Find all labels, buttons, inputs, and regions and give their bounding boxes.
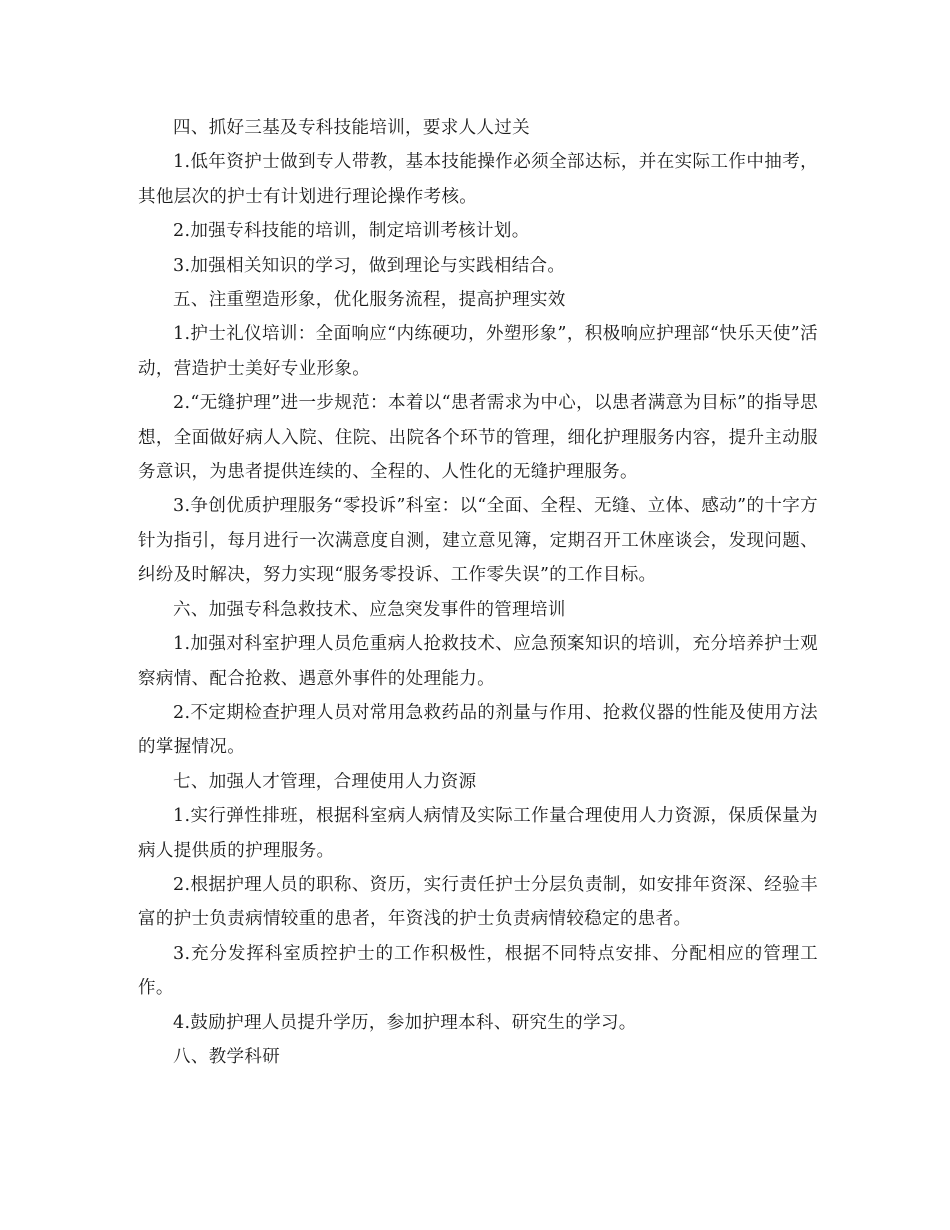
- document-body: [138, 111, 818, 1074]
- paragraph: 3.争创优质护理服务“零投诉”科室：以“全面、全程、无缝、立体、感动”的十字方针为指引，每月进行一次满意度自测，建立意见簿，定期召开工休座谈会，发现问题、纠纷及时解决，努力实现“服务零投诉、工作零失误”的工作目标。: [138, 496, 818, 586]
- section-heading-5: 五、注重塑造形象，优化服务流程，提高护理实效: [173, 290, 566, 311]
- paragraph: 3.充分发挥科室质控护士的工作积极性，根据不同特点安排、分配相应的管理工作。: [138, 943, 818, 999]
- paragraph: 2.“无缝护理”进一步规范：本着以“患者需求为中心，以患者满意为目标”的指导思想，全面做好病人入院、住院、出院各个环节的管理，细化护理服务内容，提升主动服务意识，为患者提供连续的、全程的、人性化的无缝护理服务。: [138, 393, 818, 483]
- section-heading-7: 七、加强人才管理，合理使用人力资源: [173, 771, 477, 792]
- paragraph: 1.实行弹性排班，根据科室病人病情及实际工作量合理使用人力资源，保质保量为病人提供质的护理服务。: [138, 806, 818, 861]
- paragraph: 1.加强对科室护理人员危重病人抢救技术、应急预案知识的培训，充分培养护士观察病情、配合抢救、遇意外事件的处理能力。: [138, 634, 818, 689]
- paragraph: 4.鼓励护理人员提升学历，参加护理本科、研究生的学习。: [173, 1012, 637, 1033]
- section-heading-8: 八、教学科研: [173, 1046, 281, 1067]
- paragraph: 1.低年资护士做到专人带教，基本技能操作必须全部达标，并在实际工作中抽考，其他层次的护士有计划进行理论操作考核。: [138, 152, 818, 207]
- section-heading-6: 六、加强专科急救技术、应急突发事件的管理培训: [173, 599, 566, 620]
- paragraph: 2.加强专科技能的培训，制定培训考核计划。: [173, 221, 530, 242]
- paragraph: 1.护士礼仪培训：全面响应“内练硬功，外塑形象”，积极响应护理部“快乐天使”活动，营造护士美好专业形象。: [138, 324, 818, 379]
- paragraph: 2.不定期检查护理人员对常用急救药品的剂量与作用、抢救仪器的性能及使用方法的掌握情况。: [138, 702, 818, 758]
- section-heading-4: 四、抓好三基及专科技能培训，要求人人过关: [173, 118, 530, 138]
- paragraph: 2.根据护理人员的职称、资历，实行责任护士分层负责制，如安排年资深、经验丰富的护士负责病情较重的患者，年资浅的护士负责病情较稳定的患者。: [138, 874, 818, 930]
- paragraph: 3.加强相关知识的学习，做到理论与实践相结合。: [173, 255, 566, 276]
